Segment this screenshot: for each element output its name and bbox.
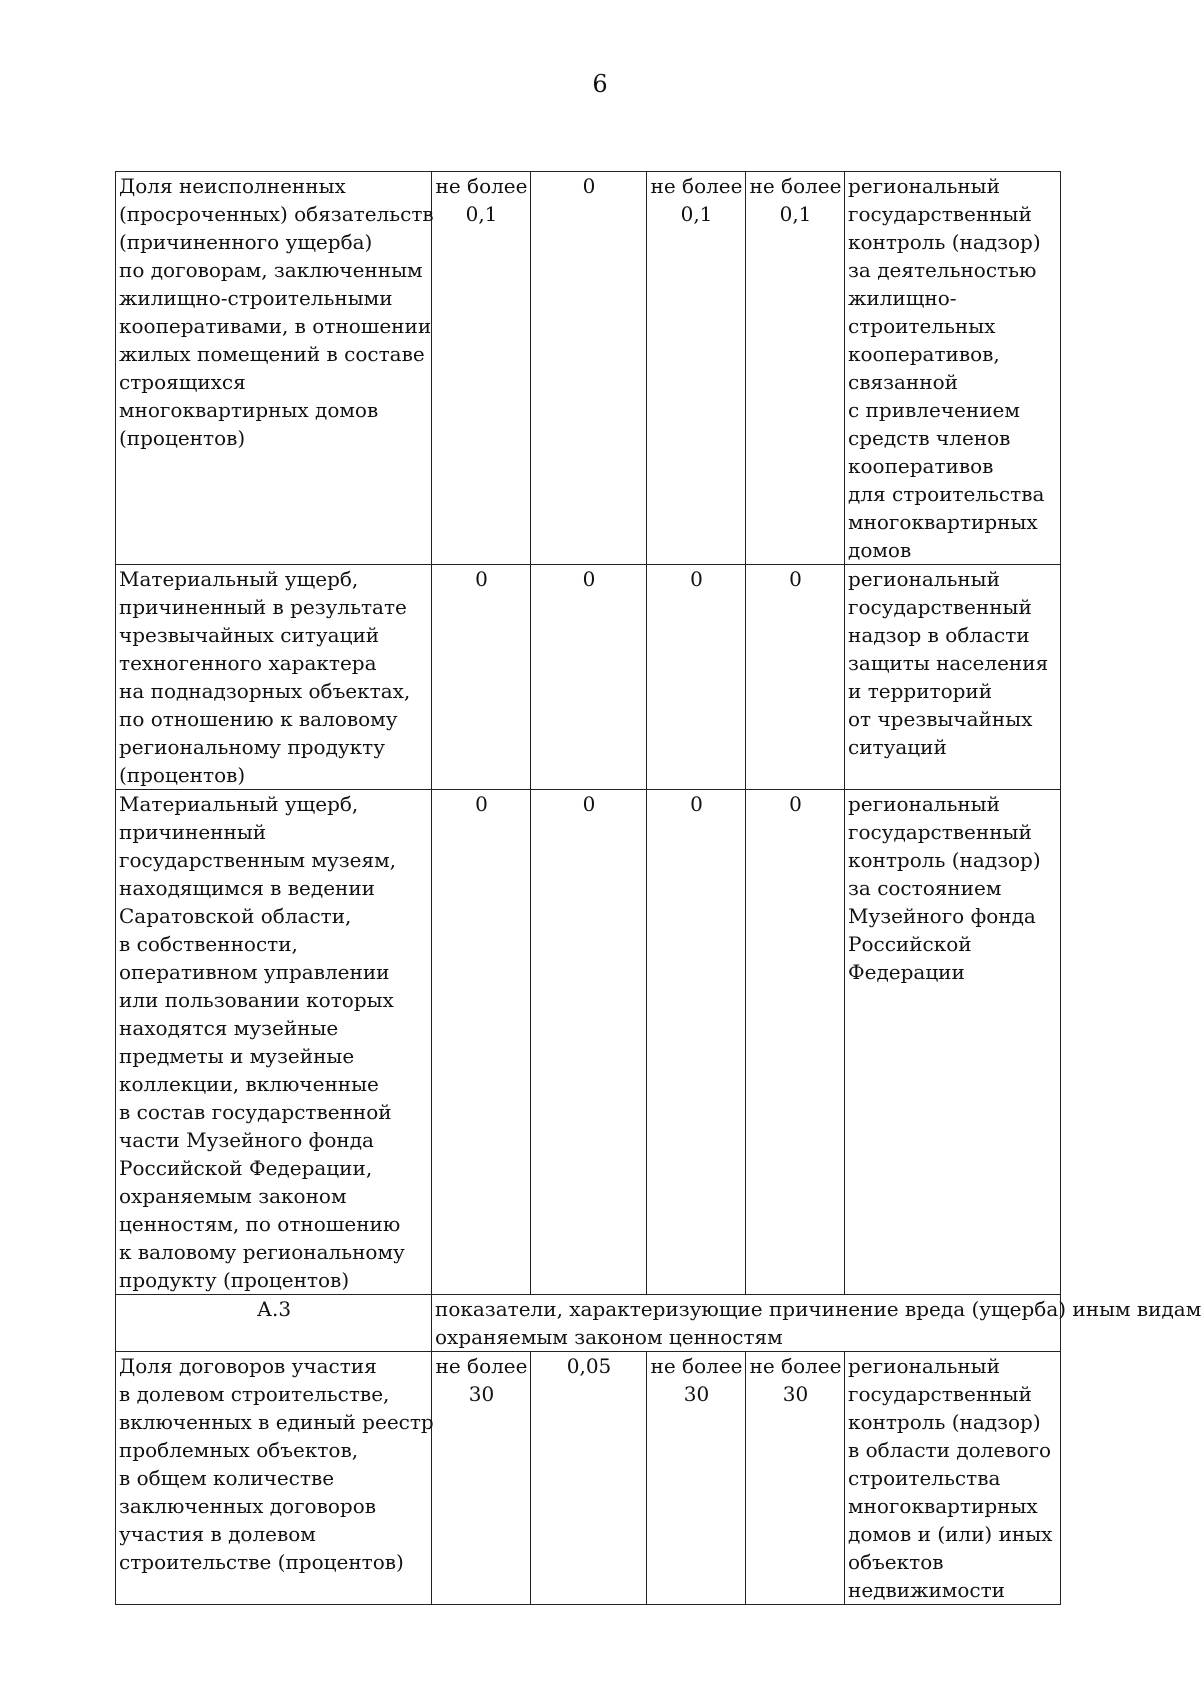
indicator-cell xyxy=(116,565,432,790)
text-line: 0 xyxy=(475,792,488,816)
text-line: показатели, характеризующие причинение вреда (ущерба) иным видам xyxy=(435,1297,1201,1321)
text-line: 0,1 xyxy=(779,202,812,226)
text-line: Федерации xyxy=(848,960,965,984)
text-line: по отношению к валовому xyxy=(119,707,398,731)
text-line: охраняемым законом ценностям xyxy=(435,1325,783,1349)
value-cell xyxy=(531,565,647,790)
text-line: находящимся в ведении xyxy=(119,876,376,900)
text-line: 0 xyxy=(690,792,703,816)
indicator-cell xyxy=(116,790,432,1295)
text-line: охраняемым законом xyxy=(119,1184,347,1208)
text-line: домов и (или) иных xyxy=(848,1522,1053,1546)
text-line: контроль (надзор) xyxy=(848,1410,1041,1434)
text-line: 0 xyxy=(582,567,596,591)
text-line: в собственности, xyxy=(119,932,298,956)
text-line: 0 xyxy=(582,174,596,198)
text-line: (просроченных) обязательств xyxy=(119,202,434,226)
control-type-cell xyxy=(845,565,1061,790)
text-line: государственный xyxy=(848,202,1032,226)
text-line: заключенных договоров xyxy=(119,1494,377,1518)
section-title xyxy=(432,1295,1201,1352)
table-row xyxy=(116,565,1061,790)
text-line: на поднадзорных объектах, xyxy=(119,679,411,703)
text-line: Доля договоров участия xyxy=(119,1354,377,1378)
text-line: предметы и музейные xyxy=(119,1044,355,1068)
text-line: региональный xyxy=(848,1354,1000,1378)
indicators-table xyxy=(115,171,1201,1605)
text-line: государственный xyxy=(848,820,1032,844)
value-cell xyxy=(647,172,746,565)
text-line: кооперативами, в отношении xyxy=(119,314,432,338)
text-line: в состав государственной xyxy=(119,1100,392,1124)
text-line: техногенного характера xyxy=(119,651,377,675)
text-line: в области долевого xyxy=(848,1438,1051,1462)
text-line: строительства xyxy=(848,1466,1001,1490)
text-line: Российской Федерации, xyxy=(119,1156,373,1180)
text-line: надзор в области xyxy=(848,623,1030,647)
text-line: ценностям, по отношению xyxy=(119,1212,401,1236)
text-line: участия в долевом xyxy=(119,1522,316,1546)
value-cell xyxy=(746,790,845,1295)
text-line: 30 xyxy=(683,1382,710,1406)
text-line: (процентов) xyxy=(119,763,246,787)
text-line: с привлечением xyxy=(848,398,1020,422)
text-line: по договорам, заключенным xyxy=(119,258,423,282)
text-line: ситуаций xyxy=(848,735,947,759)
text-line: Материальный ущерб, xyxy=(119,792,359,816)
text-line: причиненный xyxy=(119,820,267,844)
page-number: 6 xyxy=(592,70,608,98)
text-line: строительстве (процентов) xyxy=(119,1550,404,1574)
text-line: государственным музеям, xyxy=(119,848,396,872)
control-type-cell xyxy=(845,790,1061,1295)
text-line: Российской xyxy=(848,932,972,956)
text-line: за состоянием xyxy=(848,876,1002,900)
text-line: (процентов) xyxy=(119,426,246,450)
section-header-row xyxy=(116,1295,1061,1352)
text-line: части Музейного фонда xyxy=(119,1128,374,1152)
value-cell xyxy=(432,1352,531,1605)
text-line: коллекции, включенные xyxy=(119,1072,379,1096)
value-cell xyxy=(531,1352,647,1605)
text-line: кооперативов, xyxy=(848,342,1000,366)
text-line: жилищно- xyxy=(848,286,957,310)
text-line: многоквартирных xyxy=(848,1494,1038,1518)
text-line: жилых помещений в составе xyxy=(119,342,425,366)
text-line: связанной xyxy=(848,370,958,394)
text-line: к валовому региональному xyxy=(119,1240,405,1264)
text-line: региональному продукту xyxy=(119,735,385,759)
text-line: чрезвычайных ситуаций xyxy=(119,623,380,647)
text-line: находятся музейные xyxy=(119,1016,339,1040)
text-line: 0 xyxy=(789,792,802,816)
text-line: недвижимости xyxy=(848,1578,1005,1602)
text-line: за деятельностью xyxy=(848,258,1037,282)
text-line: для строительства xyxy=(848,482,1045,506)
text-line: защиты населения xyxy=(848,651,1049,675)
indicator-cell xyxy=(116,172,432,565)
text-line: в общем количестве xyxy=(119,1466,335,1490)
indicator-cell xyxy=(116,1352,432,1605)
text-line: проблемных объектов, xyxy=(119,1438,359,1462)
text-line: контроль (надзор) xyxy=(848,230,1041,254)
value-cell xyxy=(746,172,845,565)
text-line: жилищно-строительными xyxy=(119,286,393,310)
table-row xyxy=(116,1352,1061,1605)
text-line: не более xyxy=(749,174,842,198)
text-line: Доля неисполненных xyxy=(119,174,346,198)
value-cell xyxy=(531,790,647,1295)
text-line: 0 xyxy=(789,567,802,591)
text-line: объектов xyxy=(848,1550,944,1574)
text-line: или пользовании которых xyxy=(119,988,394,1012)
text-line: Саратовской области, xyxy=(119,904,352,928)
text-line: не более xyxy=(650,174,743,198)
text-line: государственный xyxy=(848,595,1032,619)
text-line: и территорий xyxy=(848,679,993,703)
text-line: 0,1 xyxy=(465,202,498,226)
value-cell xyxy=(432,790,531,1295)
text-line: государственный xyxy=(848,1382,1032,1406)
text-line: строительных xyxy=(848,314,996,338)
text-line: оперативном управлении xyxy=(119,960,390,984)
text-line: домов xyxy=(848,538,912,562)
text-line: региональный xyxy=(848,567,1000,591)
text-line: 0,05 xyxy=(566,1354,612,1378)
text-line: включенных в единый реестр xyxy=(119,1410,434,1434)
text-line: (причиненного ущерба) xyxy=(119,230,373,254)
text-line: 0 xyxy=(690,567,703,591)
text-line: контроль (надзор) xyxy=(848,848,1041,872)
text-line: в долевом строительстве, xyxy=(119,1382,390,1406)
text-line: строящихся xyxy=(119,370,246,394)
value-cell xyxy=(531,172,647,565)
table-row xyxy=(116,172,1061,565)
text-line: 0,1 xyxy=(680,202,713,226)
text-line: 0 xyxy=(475,567,488,591)
text-line: Музейного фонда xyxy=(848,904,1036,928)
value-cell xyxy=(647,565,746,790)
text-line: кооперативов xyxy=(848,454,994,478)
text-line: средств членов xyxy=(848,426,1011,450)
value-cell xyxy=(746,1352,845,1605)
text-line: многоквартирных домов xyxy=(119,398,379,422)
text-line: 30 xyxy=(782,1382,809,1406)
text-line: региональный xyxy=(848,174,1000,198)
text-line: не более xyxy=(650,1354,743,1378)
text-line: от чрезвычайных xyxy=(848,707,1033,731)
text-line: причиненный в результате xyxy=(119,595,407,619)
text-line: продукту (процентов) xyxy=(119,1268,350,1292)
value-cell xyxy=(647,790,746,1295)
control-type-cell xyxy=(845,1352,1061,1605)
text-line: не более xyxy=(749,1354,842,1378)
value-cell xyxy=(746,565,845,790)
text-line: региональный xyxy=(848,792,1000,816)
section-code: А.3 xyxy=(116,1295,432,1352)
text-line: 0 xyxy=(582,792,596,816)
text-line: многоквартирных xyxy=(848,510,1038,534)
text-line: не более xyxy=(435,174,528,198)
value-cell xyxy=(432,565,531,790)
value-cell xyxy=(432,172,531,565)
table-row xyxy=(116,790,1061,1295)
value-cell xyxy=(647,1352,746,1605)
text-line: не более xyxy=(435,1354,528,1378)
control-type-cell xyxy=(845,172,1061,565)
text-line: 30 xyxy=(468,1382,495,1406)
text-line: Материальный ущерб, xyxy=(119,567,359,591)
